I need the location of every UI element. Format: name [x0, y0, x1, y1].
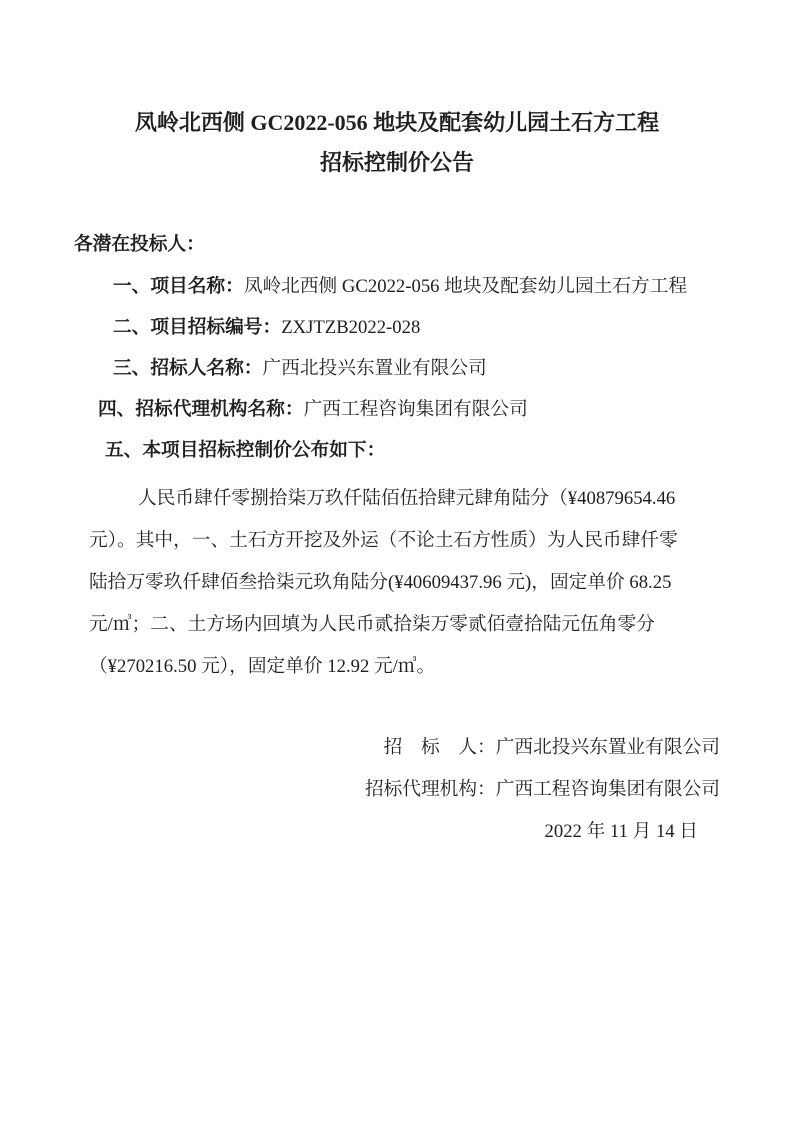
item-value: 凤岭北西侧 GC2022-056 地块及配套幼儿园土石方工程	[243, 276, 688, 297]
item-label: 二、项目招标编号：	[113, 317, 282, 338]
agency-signature-line	[74, 769, 720, 811]
paragraph-line: （¥270216.50 元），固定单价 12.92 元/㎥。	[89, 656, 436, 677]
item-label: 一、项目名称：	[113, 276, 244, 297]
document-title-line-1: 凤岭北西侧 GC2022-056 地块及配套幼儿园土石方工程	[134, 110, 660, 135]
date-line: 2022 年 11 月 14 日	[544, 821, 698, 842]
item-value: ZXJTZB2022-028	[281, 317, 421, 338]
list-item-tender-number	[74, 307, 720, 348]
item-label: 三、招标人名称：	[113, 358, 263, 379]
item-label: 五、本项目招标控制价公布如下：	[105, 440, 386, 461]
item-value: 广西工程咨询集团有限公司	[303, 399, 528, 420]
bidder-signature-line	[74, 727, 720, 769]
agency-label: 招标代理机构：	[364, 779, 496, 800]
price-paragraph	[89, 478, 720, 688]
paragraph-line: 元/㎥；二、土方场内回填为人民币贰拾柒万零贰佰壹拾陆元伍角零分	[89, 614, 655, 635]
signature-block	[74, 727, 720, 853]
list-item-price-announcement	[74, 430, 720, 471]
bidder-name: 广西北投兴东置业有限公司	[495, 737, 720, 758]
list-item-project-name	[74, 266, 720, 307]
document-title-line-2: 招标控制价公告	[319, 150, 474, 175]
paragraph-line: 人民币肆仟零捌拾柒万玖仟陆佰伍拾肆元肆角陆分（¥40879654.46	[138, 488, 676, 509]
item-value: 广西北投兴东置业有限公司	[262, 358, 487, 379]
item-label: 四、招标代理机构名称：	[98, 399, 304, 420]
paragraph-line: 元）。其中，一、土石方开挖及外运（不论土石方性质）为人民币肆仟零	[89, 530, 678, 551]
agency-name: 广西工程咨询集团有限公司	[495, 779, 720, 800]
list-item-tenderer-name	[74, 348, 720, 389]
salutation: 各潜在投标人：	[74, 234, 205, 255]
list-item-agency-name	[74, 389, 720, 430]
paragraph-line: 陆拾万零玖仟肆佰叁拾柒元玖角陆分(¥40609437.96 元)，固定单价 68.25	[89, 572, 672, 593]
bidder-label: 招 标 人：	[383, 737, 496, 758]
